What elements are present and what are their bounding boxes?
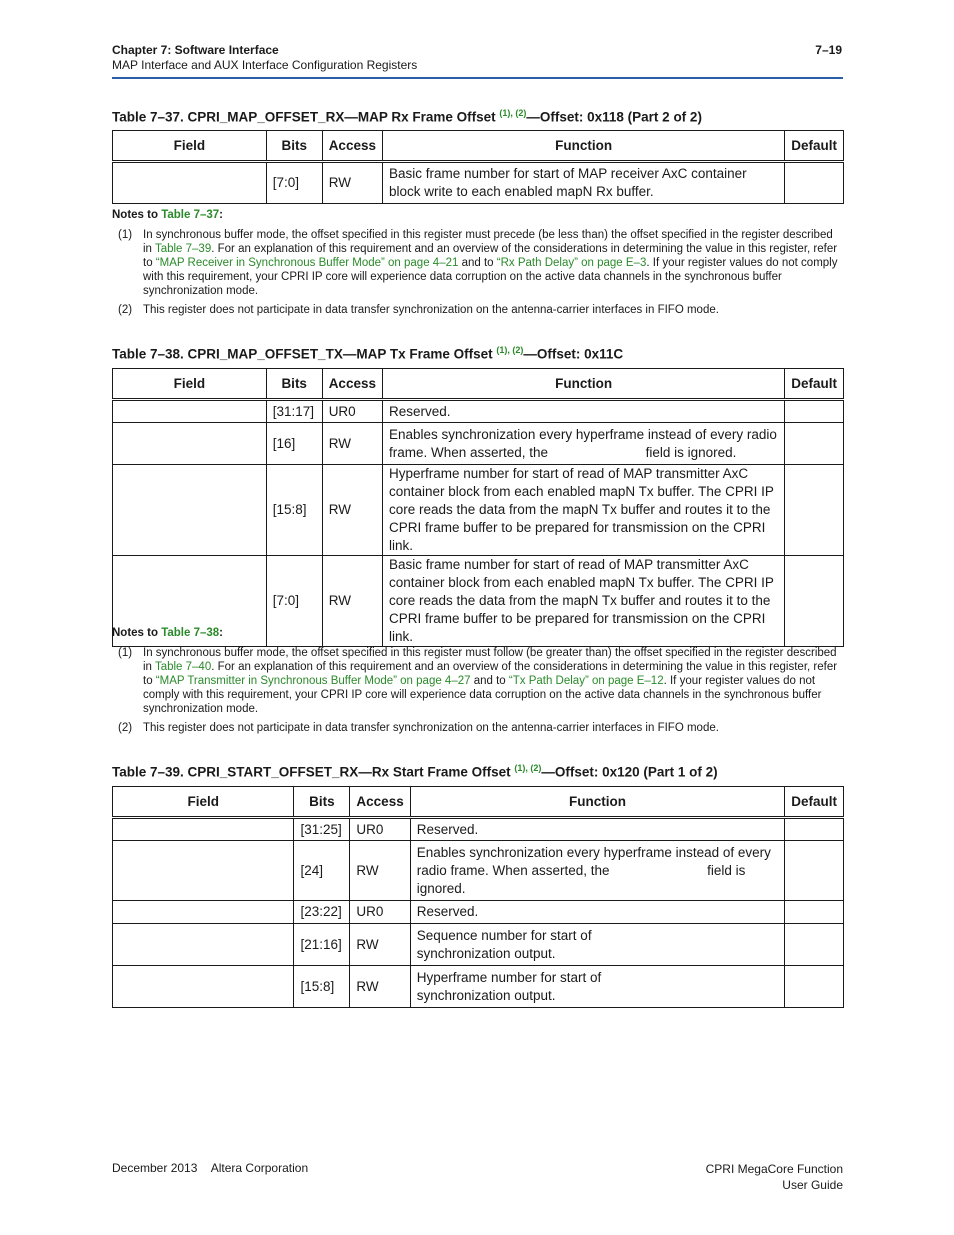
col-access: Access: [322, 369, 382, 400]
footer-doc: User Guide: [782, 1178, 843, 1192]
caption-offset: —Offset: 0x120 (Part 1 of 2): [541, 764, 718, 780]
notes-heading: Notes to Table 7–38:: [112, 627, 224, 639]
cell-field: [113, 162, 267, 204]
cell-function: Hyperframe number for start of synchronization output.: [410, 966, 784, 1008]
cell-default: [785, 966, 844, 1008]
cell-bits: [24]: [294, 841, 350, 901]
cell-access: RW: [322, 162, 382, 204]
note-1: (1) In synchronous buffer mode, the offset specified in this register must precede (be less than) the offset specified in the register described in Table 7–39. For an explanation of this requirement and an overview of the considerations in determining the value in this register, refer to “MAP Receiver in Synchronous Buffer Mode” on page 4–21 and to “Rx Path Delay” on page E–3. If your register values do not comply with this requirement, your CPRI IP core will experience data corruption on the active data channels in the synchronous buffer synchronization mode.: [118, 229, 838, 297]
cell-access: RW: [322, 423, 382, 465]
caption-offset: —Offset: 0x118 (Part 2 of 2): [526, 109, 702, 125]
cell-field: [113, 400, 267, 423]
note-number: (1): [118, 229, 133, 241]
notes-heading: Notes to Table 7–37:: [112, 209, 224, 221]
caption-text: Table 7–39. CPRI_START_OFFSET_RX—Rx Start Frame Offset: [112, 764, 515, 780]
table-7-38-notes: [112, 626, 842, 740]
cell-access: RW: [322, 465, 382, 556]
table-7-39: [112, 786, 844, 1008]
note-number: (1): [118, 647, 133, 659]
col-field: Field: [113, 787, 294, 818]
cell-bits: [31:17]: [266, 400, 322, 423]
note-2: (2) This register does not participate in data transfer synchronization on the antenna-carrier interfaces in FIFO mode.: [118, 304, 719, 316]
caption-note-refs[interactable]: (1), (2): [514, 763, 542, 773]
col-field: Field: [113, 369, 267, 400]
table-7-38-caption: [112, 345, 623, 362]
cell-default: [785, 423, 844, 465]
table-7-39-caption: [112, 763, 718, 780]
col-bits: Bits: [266, 131, 322, 162]
cell-function: Basic frame number for start of MAP receiver AxC container block write to each enabled mapN Rx buffer.: [382, 162, 784, 204]
cell-function: Enables synchronization every hyperframe instead of every radio frame. When asserted, the field is ignored.: [410, 841, 784, 901]
cell-default: [785, 465, 844, 556]
cell-access: UR0: [350, 818, 410, 841]
cell-bits: [21:16]: [294, 924, 350, 966]
table-row: [113, 841, 844, 901]
table-7-38: [112, 368, 844, 647]
table-row: [113, 400, 844, 423]
link-tx-path-delay[interactable]: “Tx Path Delay” on page E–12: [508, 675, 664, 687]
chapter-title: Chapter 7: Software Interface: [112, 43, 279, 57]
cell-default: [785, 841, 844, 901]
cell-function: Reserved.: [410, 901, 784, 924]
cell-function: Reserved.: [410, 818, 784, 841]
cell-bits: [7:0]: [266, 556, 322, 647]
cell-default: [785, 818, 844, 841]
note-2: (2) This register does not participate in data transfer synchronization on the antenna-carrier interfaces in FIFO mode.: [118, 722, 719, 734]
footer-company: Altera Corporation: [210, 1161, 309, 1175]
note-number: (2): [118, 304, 133, 316]
table-7-37: [112, 130, 844, 204]
cell-default: [785, 901, 844, 924]
cell-default: [785, 400, 844, 423]
cell-access: RW: [350, 841, 410, 901]
note-1: (1) In synchronous buffer mode, the offset specified in this register must follow (be greater than) the offset specified in the register described in Table 7–40. For an explanation of this requirement and an overview of the considerations in determining the value in this register, refer to “MAP Transmitter in Synchronous Buffer Mode” on page 4–27 and to “Tx Path Delay” on page E–12. If your register values do not comply with this requirement, your CPRI IP core will experience data corruption on the active data channels in the synchronous buffer synchronization mode.: [118, 647, 838, 715]
cell-function: Reserved.: [382, 400, 784, 423]
footer-right: [706, 1161, 843, 1193]
section-title: MAP Interface and AUX Interface Configuration Registers: [112, 58, 418, 72]
cell-field: [113, 465, 267, 556]
caption-note-refs[interactable]: (1), (2): [496, 345, 524, 355]
link-table-7-40[interactable]: Table 7–40: [154, 661, 212, 673]
link-rx-path-delay[interactable]: “Rx Path Delay” on page E–3: [496, 257, 647, 269]
cell-function: Enables synchronization every hyperframe instead of every radio frame. When asserted, the field is ignored.: [382, 423, 784, 465]
cell-default: [785, 924, 844, 966]
col-field: Field: [113, 131, 267, 162]
caption-note-refs[interactable]: (1), (2): [499, 108, 527, 118]
cell-default: [785, 162, 844, 204]
cell-function: Hyperframe number for start of read of MAP transmitter AxC container block from each enabled mapN Tx buffer. The CPRI IP core reads the data from the mapN Tx buffer and routes it to the CPRI frame buffer to be prepared for transmission on the CPRI link.: [382, 465, 784, 556]
link-map-receiver[interactable]: “MAP Receiver in Synchronous Buffer Mode” on page 4–21: [155, 257, 459, 269]
col-default: Default: [785, 787, 844, 818]
footer-product: CPRI MegaCore Function: [705, 1162, 843, 1176]
cell-bits: [15:8]: [266, 465, 322, 556]
cell-access: RW: [350, 924, 410, 966]
cell-field: [113, 924, 294, 966]
table-row: [113, 818, 844, 841]
table-row: [113, 423, 844, 465]
cell-bits: [31:25]: [294, 818, 350, 841]
notes-table-link[interactable]: Table 7–37: [161, 209, 220, 221]
col-default: Default: [785, 369, 844, 400]
table-row: [113, 465, 844, 556]
header-rule: [112, 77, 843, 79]
table-row: [113, 901, 844, 924]
cell-bits: [23:22]: [294, 901, 350, 924]
col-function: Function: [410, 787, 784, 818]
col-bits: Bits: [294, 787, 350, 818]
col-access: Access: [322, 131, 382, 162]
table-row: [113, 924, 844, 966]
caption-text: Table 7–37. CPRI_MAP_OFFSET_RX—MAP Rx Frame Offset: [112, 109, 500, 125]
cell-field: [113, 423, 267, 465]
cell-bits: [15:8]: [294, 966, 350, 1008]
table-row: [113, 966, 844, 1008]
table-7-37-notes: [112, 208, 842, 322]
cell-access: RW: [322, 556, 382, 647]
cell-bits: [7:0]: [266, 162, 322, 204]
cell-field: [113, 901, 294, 924]
caption-offset: —Offset: 0x11C: [523, 346, 624, 362]
cell-function: Sequence number for start of synchronization output.: [410, 924, 784, 966]
cell-bits: [16]: [266, 423, 322, 465]
cell-access: RW: [350, 966, 410, 1008]
col-default: Default: [785, 131, 844, 162]
col-bits: Bits: [266, 369, 322, 400]
page-number: 7–19: [815, 43, 842, 57]
footer-left: [112, 1161, 308, 1175]
table-row: [113, 162, 844, 204]
cell-field: [113, 966, 294, 1008]
table-7-37-caption: [112, 108, 702, 125]
cell-access: UR0: [350, 901, 410, 924]
cell-access: UR0: [322, 400, 382, 423]
link-map-transmitter[interactable]: “MAP Transmitter in Synchronous Buffer Mode” on page 4–27: [155, 675, 471, 687]
note-number: (2): [118, 722, 133, 734]
cell-field: [113, 818, 294, 841]
cell-field: [113, 841, 294, 901]
footer-date: December 2013: [112, 1161, 198, 1175]
cell-function: Basic frame number for start of read of MAP transmitter AxC container block from each enabled mapN Tx buffer. The CPRI IP core reads the data from the mapN Tx buffer and routes it to the CPRI frame buffer to be prepared for transmission on the CPRI link.: [382, 556, 784, 647]
col-function: Function: [382, 369, 784, 400]
running-header: [112, 43, 417, 73]
link-table-7-39[interactable]: Table 7–39: [154, 243, 212, 255]
caption-text: Table 7–38. CPRI_MAP_OFFSET_TX—MAP Tx Frame Offset: [112, 346, 497, 362]
notes-table-link[interactable]: Table 7–38: [161, 627, 220, 639]
col-function: Function: [382, 131, 784, 162]
col-access: Access: [350, 787, 410, 818]
